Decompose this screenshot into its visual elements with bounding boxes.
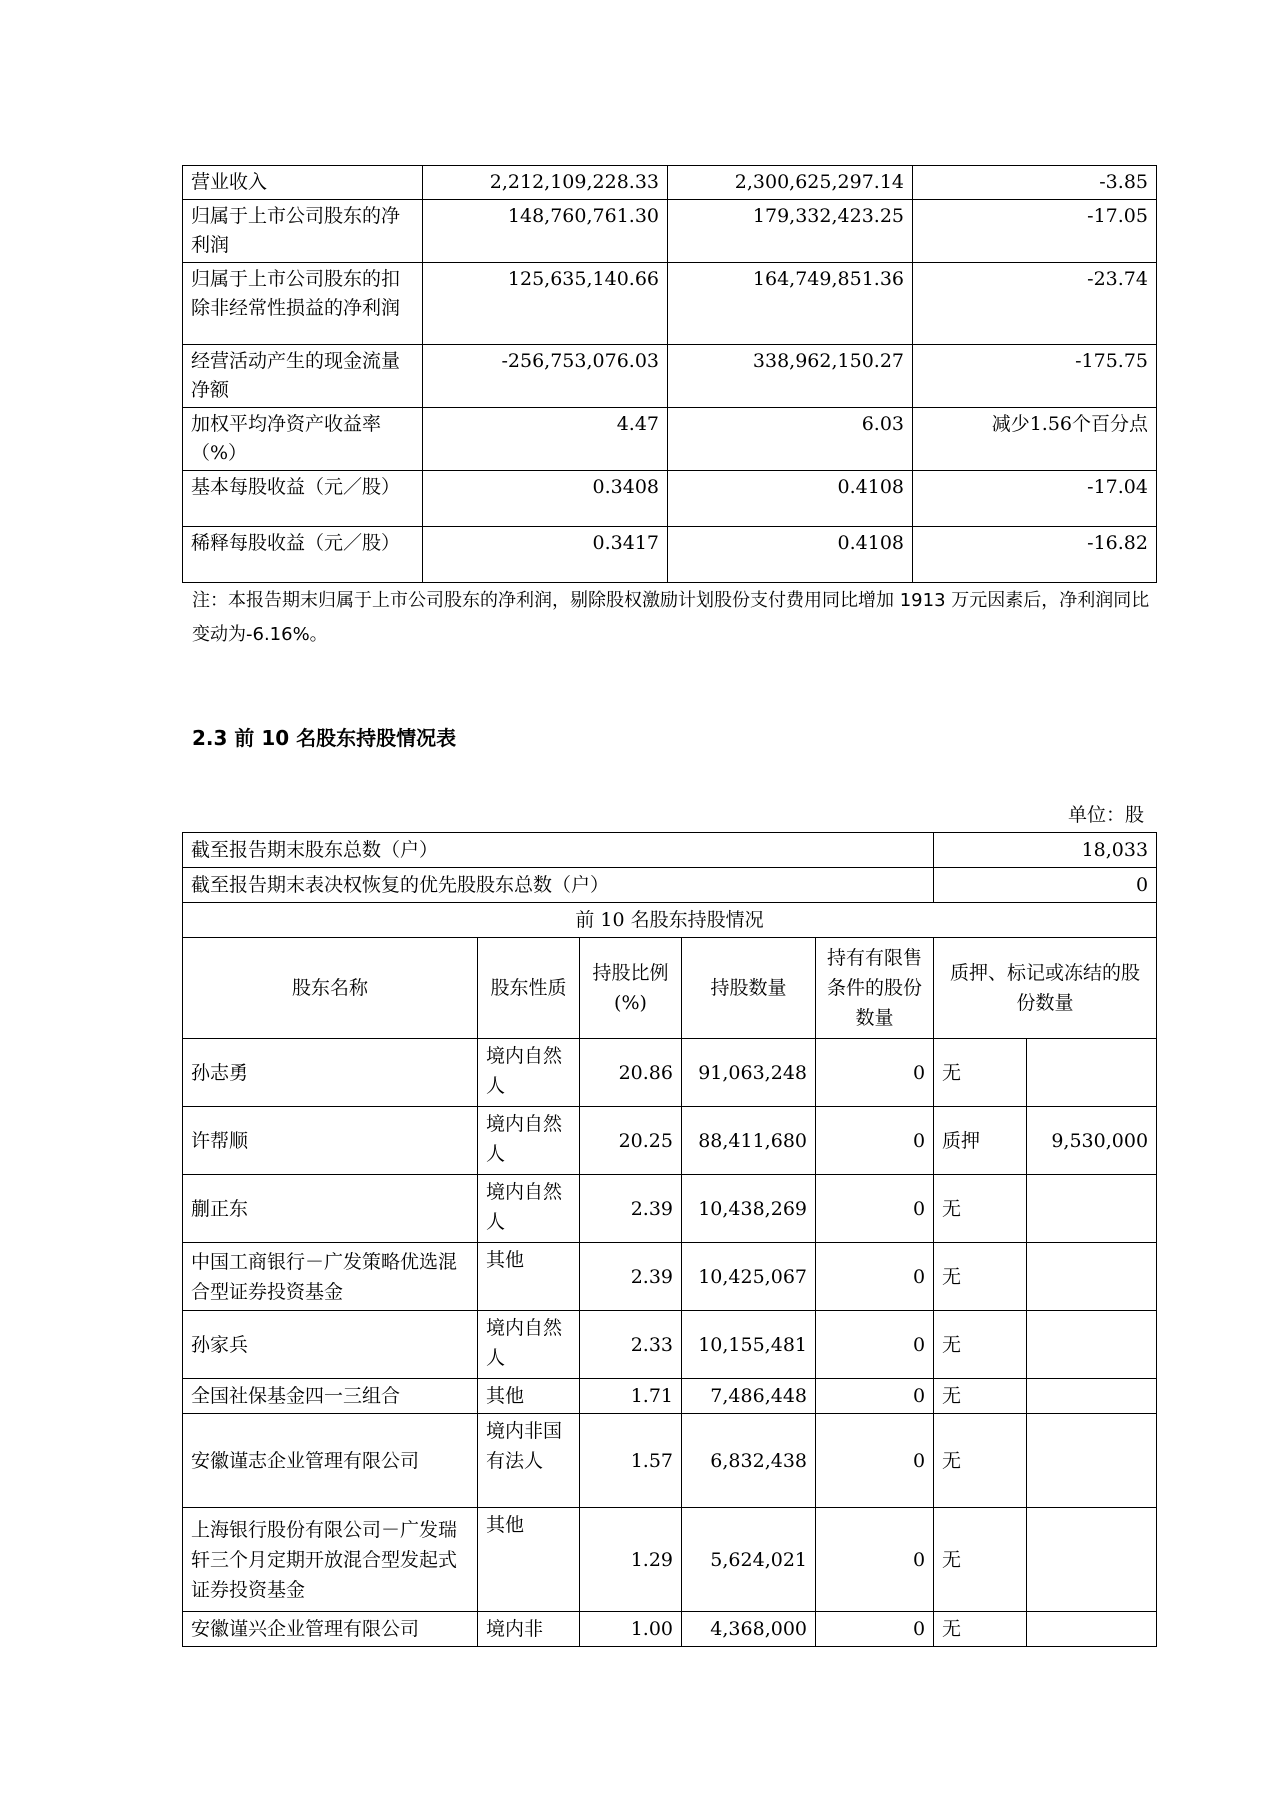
table-row [183,471,1157,527]
shareholder-nature: 境内自然人 [478,1311,580,1379]
shareholder-nature: 其他 [478,1508,580,1612]
restricted-shares: 0 [816,1175,934,1243]
previous-value: 179,332,423.25 [668,200,913,263]
table-row [183,527,1157,583]
previous-value: 2,300,625,297.14 [668,166,913,200]
change-value: -175.75 [913,345,1157,408]
table-row [183,408,1157,471]
current-value: 2,212,109,228.33 [423,166,668,200]
restricted-shares: 0 [816,1039,934,1107]
change-value: 减少1.56个百分点 [913,408,1157,471]
total-holders-value: 18,033 [934,833,1157,868]
shareholding-ratio: 1.71 [580,1379,682,1414]
table-row [183,1414,1157,1508]
table-row [183,1243,1157,1311]
shareholder-name: 安徽谨志企业管理有限公司 [183,1414,478,1508]
shareholding-ratio: 20.86 [580,1039,682,1107]
current-value: 0.3408 [423,471,668,527]
preferred-holders-row [183,868,1157,903]
shareholder-nature: 境内非 [478,1612,580,1647]
pledge-amount [1027,1039,1157,1107]
current-value: 4.47 [423,408,668,471]
table-row [183,1508,1157,1612]
pledge-amount: 9,530,000 [1027,1107,1157,1175]
shareholding-ratio: 1.57 [580,1414,682,1508]
row-label: 加权平均净资产收益率（%） [183,408,423,471]
pledge-amount [1027,1175,1157,1243]
row-label: 基本每股收益（元／股） [183,471,423,527]
previous-value: 164,749,851.36 [668,263,913,345]
preferred-holders-label: 截至报告期末表决权恢复的优先股股东总数（户） [183,868,934,903]
financial-indicator-table [182,165,1157,583]
share-count: 91,063,248 [682,1039,816,1107]
pledge-status: 无 [934,1379,1027,1414]
table-row [183,263,1157,345]
total-holders-row [183,833,1157,868]
current-value: -256,753,076.03 [423,345,668,408]
shareholding-ratio: 2.39 [580,1243,682,1311]
previous-value: 338,962,150.27 [668,345,913,408]
pledge-amount [1027,1311,1157,1379]
row-label: 营业收入 [183,166,423,200]
pledge-amount [1027,1379,1157,1414]
column-header-ratio: 持股比例(%) [580,938,682,1039]
previous-value: 0.4108 [668,527,913,583]
table-row [183,166,1157,200]
footnote: 注：本报告期末归属于上市公司股东的净利润，剔除股权激励计划股份支付费用同比增加 1913 万元因素后，净利润同比变动为-6.16%。 [192,590,1150,645]
shareholder-name: 安徽谨兴企业管理有限公司 [183,1612,478,1647]
table-row [183,1107,1157,1175]
column-header-restricted: 持有有限售条件的股份数量 [816,938,934,1039]
share-count: 6,832,438 [682,1414,816,1508]
financial-table-body [183,166,1157,583]
column-header-pledge: 质押、标记或冻结的股份数量 [934,938,1157,1039]
shareholder-name: 蒯正东 [183,1175,478,1243]
shareholding-ratio: 20.25 [580,1107,682,1175]
shareholder-name: 孙志勇 [183,1039,478,1107]
share-count: 5,624,021 [682,1508,816,1612]
pledge-status: 无 [934,1243,1027,1311]
pledge-status: 无 [934,1612,1027,1647]
pledge-status: 无 [934,1414,1027,1508]
table-row [183,200,1157,263]
column-header-nature: 股东性质 [478,938,580,1039]
shareholder-rows [183,1039,1157,1647]
restricted-shares: 0 [816,1311,934,1379]
share-count: 7,486,448 [682,1379,816,1414]
unit-label: 单位：股 [1067,804,1144,826]
row-label: 稀释每股收益（元／股） [183,527,423,583]
table-subheader: 前 10 名股东持股情况 [183,903,1157,938]
restricted-shares: 0 [816,1508,934,1612]
change-value: -3.85 [913,166,1157,200]
column-header-row [183,938,1157,1039]
change-value: -17.04 [913,471,1157,527]
share-count: 10,438,269 [682,1175,816,1243]
row-label: 经营活动产生的现金流量净额 [183,345,423,408]
shareholder-nature: 境内自然人 [478,1039,580,1107]
shareholding-ratio: 1.00 [580,1612,682,1647]
shareholder-nature: 境内自然人 [478,1175,580,1243]
pledge-amount [1027,1414,1157,1508]
restricted-shares: 0 [816,1612,934,1647]
share-count: 10,425,067 [682,1243,816,1311]
top-shareholders-table [182,832,1157,1647]
previous-value: 0.4108 [668,471,913,527]
share-count: 4,368,000 [682,1612,816,1647]
table-row [183,1311,1157,1379]
change-value: -17.05 [913,200,1157,263]
restricted-shares: 0 [816,1414,934,1508]
pledge-status: 质押 [934,1107,1027,1175]
pledge-amount [1027,1508,1157,1612]
change-value: -16.82 [913,527,1157,583]
shareholder-nature: 其他 [478,1243,580,1311]
preferred-holders-value: 0 [934,868,1157,903]
shareholder-name: 许帮顺 [183,1107,478,1175]
pledge-status: 无 [934,1508,1027,1612]
pledge-amount [1027,1243,1157,1311]
row-label: 归属于上市公司股东的扣除非经常性损益的净利润 [183,263,423,345]
table-row [183,1039,1157,1107]
share-count: 88,411,680 [682,1107,816,1175]
shareholding-ratio: 2.39 [580,1175,682,1243]
current-value: 148,760,761.30 [423,200,668,263]
previous-value: 6.03 [668,408,913,471]
column-header-name: 股东名称 [183,938,478,1039]
shareholder-nature: 其他 [478,1379,580,1414]
shareholder-nature: 境内自然人 [478,1107,580,1175]
subheader-row [183,903,1157,938]
shareholding-ratio: 2.33 [580,1311,682,1379]
table-row [183,1175,1157,1243]
table-row [183,345,1157,408]
table-row [183,1379,1157,1414]
shareholder-nature: 境内非国有法人 [478,1414,580,1508]
share-count: 10,155,481 [682,1311,816,1379]
restricted-shares: 0 [816,1379,934,1414]
shareholder-name: 全国社保基金四一三组合 [183,1379,478,1414]
section-title: 2.3 前 10 名股东持股情况表 [192,726,457,750]
column-header-shares: 持股数量 [682,938,816,1039]
table-row [183,1612,1157,1647]
current-value: 0.3417 [423,527,668,583]
shareholding-ratio: 1.29 [580,1508,682,1612]
pledge-status: 无 [934,1311,1027,1379]
current-value: 125,635,140.66 [423,263,668,345]
restricted-shares: 0 [816,1243,934,1311]
total-holders-label: 截至报告期末股东总数（户） [183,833,934,868]
restricted-shares: 0 [816,1107,934,1175]
shareholder-name: 中国工商银行－广发策略优选混合型证券投资基金 [183,1243,478,1311]
pledge-status: 无 [934,1039,1027,1107]
pledge-amount [1027,1612,1157,1647]
shareholder-name: 孙家兵 [183,1311,478,1379]
row-label: 归属于上市公司股东的净利润 [183,200,423,263]
change-value: -23.74 [913,263,1157,345]
shareholder-name: 上海银行股份有限公司－广发瑞轩三个月定期开放混合型发起式证券投资基金 [183,1508,478,1612]
pledge-status: 无 [934,1175,1027,1243]
